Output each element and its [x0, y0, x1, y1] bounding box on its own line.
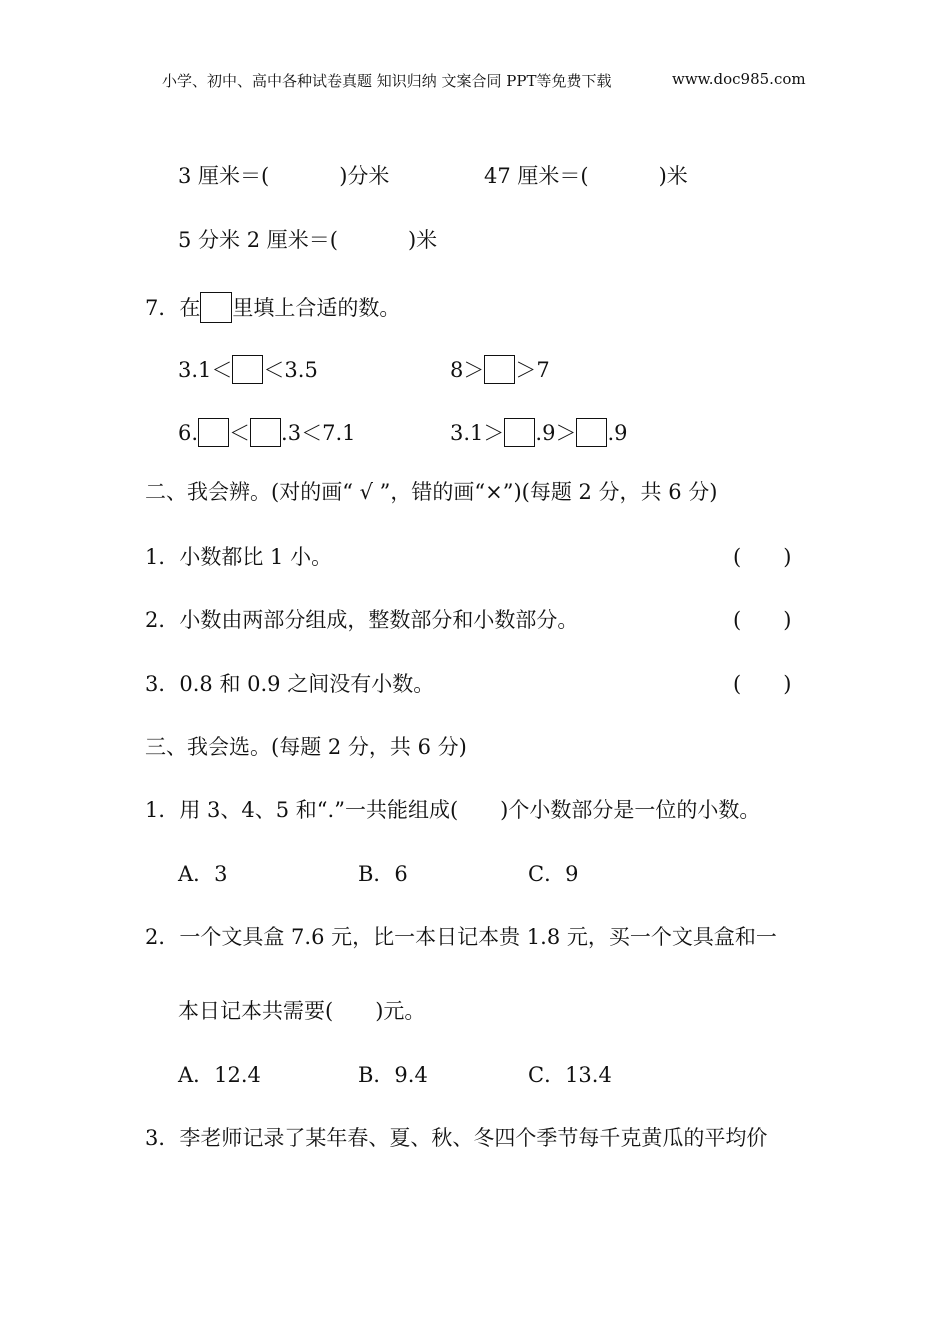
compare-a-right: ＜3.5 [263, 358, 318, 382]
conversion-2-right: )米 [658, 164, 688, 188]
option-label[interactable]: A．12.4 [178, 1063, 261, 1087]
header-banner-left [162, 70, 612, 91]
question-7 [145, 292, 400, 323]
item-number: 3． [145, 672, 180, 696]
compare-c-2: ＜ [229, 421, 251, 445]
item-text: 小数由两部分组成，整数部分和小数部分。 [179, 608, 579, 632]
item-number: 3． [145, 1126, 180, 1150]
item-number: 1． [145, 545, 180, 569]
conversion-3-right: )米 [407, 228, 438, 252]
item-number: 2． [145, 608, 180, 632]
compare-row-d [450, 418, 628, 447]
choice-question-1 [145, 800, 760, 821]
judge-item-1 [145, 547, 332, 568]
fill-box[interactable] [576, 418, 607, 447]
choice-option-b[interactable] [358, 1065, 428, 1086]
compare-row-c [178, 418, 355, 447]
item-text: 李老师记录了某年春、夏、秋、冬四个季节每千克黄瓜的平均价 [179, 1126, 768, 1150]
compare-row-b [450, 355, 550, 384]
fill-box[interactable] [232, 355, 263, 384]
option-label[interactable]: B．9.4 [358, 1063, 428, 1087]
item-text: 用 3、4、5 和“.”一共能组成( )个小数部分是一位的小数。 [179, 798, 761, 822]
fill-box[interactable] [198, 418, 229, 447]
option-label[interactable]: A．3 [178, 862, 228, 886]
conversion-1-left: 3 厘米＝( [178, 164, 270, 188]
compare-b-right: ＞7 [515, 358, 550, 382]
header-url: www.doc985.com [672, 70, 806, 88]
compare-row-a [178, 355, 318, 384]
option-label[interactable]: C．13.4 [528, 1063, 612, 1087]
fill-box[interactable] [250, 418, 281, 447]
item-text: 小数都比 1 小。 [179, 545, 333, 569]
item-text: 本日记本共需要( )元。 [178, 999, 426, 1023]
conversion-1-right: )分米 [339, 164, 390, 188]
conversion-3-left: 5 分米 2 厘米＝( [178, 228, 338, 252]
choice-option-b[interactable] [358, 864, 408, 885]
compare-d-3: .9 [607, 421, 628, 445]
question-7-pre: 在 [179, 296, 201, 320]
conversion-row-2 [484, 166, 688, 187]
conversion-row-1 [178, 166, 389, 187]
judge-answer-2[interactable] [733, 610, 791, 631]
choice-option-a[interactable] [178, 1065, 261, 1086]
judge-answer-3[interactable] [733, 674, 791, 695]
answer-parens[interactable]: ( ) [733, 608, 792, 632]
question-7-text: 里填上合适的数。 [232, 296, 401, 320]
compare-c-3: .3＜7.1 [281, 421, 356, 445]
header-banner-right [672, 70, 806, 88]
option-label[interactable]: B．6 [358, 862, 408, 886]
judge-item-2 [145, 610, 578, 631]
choice-question-2-cont [178, 1001, 425, 1022]
compare-d-1: 3.1＞ [450, 421, 505, 445]
item-text: 一个文具盒 7.6 元，比一本日记本贵 1.8 元，买一个文具盒和一 [179, 925, 777, 949]
choice-question-3 [145, 1128, 767, 1149]
conversion-row-3 [178, 230, 437, 251]
sample-box [200, 292, 232, 323]
compare-b-left: 8＞ [450, 358, 485, 382]
section-title: 二、我会辨。(对的画“ √ ”，错的画“×”)(每题 2 分，共 6 分) [145, 480, 718, 504]
answer-parens[interactable]: ( ) [733, 672, 792, 696]
judge-answer-1[interactable] [733, 547, 791, 568]
fill-box[interactable] [484, 355, 515, 384]
section-3-title [145, 737, 467, 758]
judge-item-3 [145, 674, 434, 695]
header-text: 小学、初中、高中各种试卷真题 知识归纳 文案合同 PPT等免费下载 [162, 72, 612, 90]
choice-option-c[interactable] [528, 1065, 612, 1086]
conversion-2-left: 47 厘米＝( [484, 164, 589, 188]
item-text: 0.8 和 0.9 之间没有小数。 [179, 672, 435, 696]
question-number: 7． [145, 296, 180, 320]
choice-option-c[interactable] [528, 864, 578, 885]
section-2-title [145, 482, 717, 503]
option-label[interactable]: C．9 [528, 862, 579, 886]
answer-parens[interactable]: ( ) [733, 545, 792, 569]
fill-box[interactable] [504, 418, 535, 447]
item-number: 1． [145, 798, 180, 822]
choice-option-a[interactable] [178, 864, 228, 885]
compare-c-1: 6. [178, 421, 199, 445]
compare-a-left: 3.1＜ [178, 358, 233, 382]
section-title: 三、我会选。(每题 2 分，共 6 分) [145, 735, 467, 759]
compare-d-2: .9＞ [535, 421, 577, 445]
item-number: 2． [145, 925, 180, 949]
choice-question-2 [145, 927, 777, 948]
